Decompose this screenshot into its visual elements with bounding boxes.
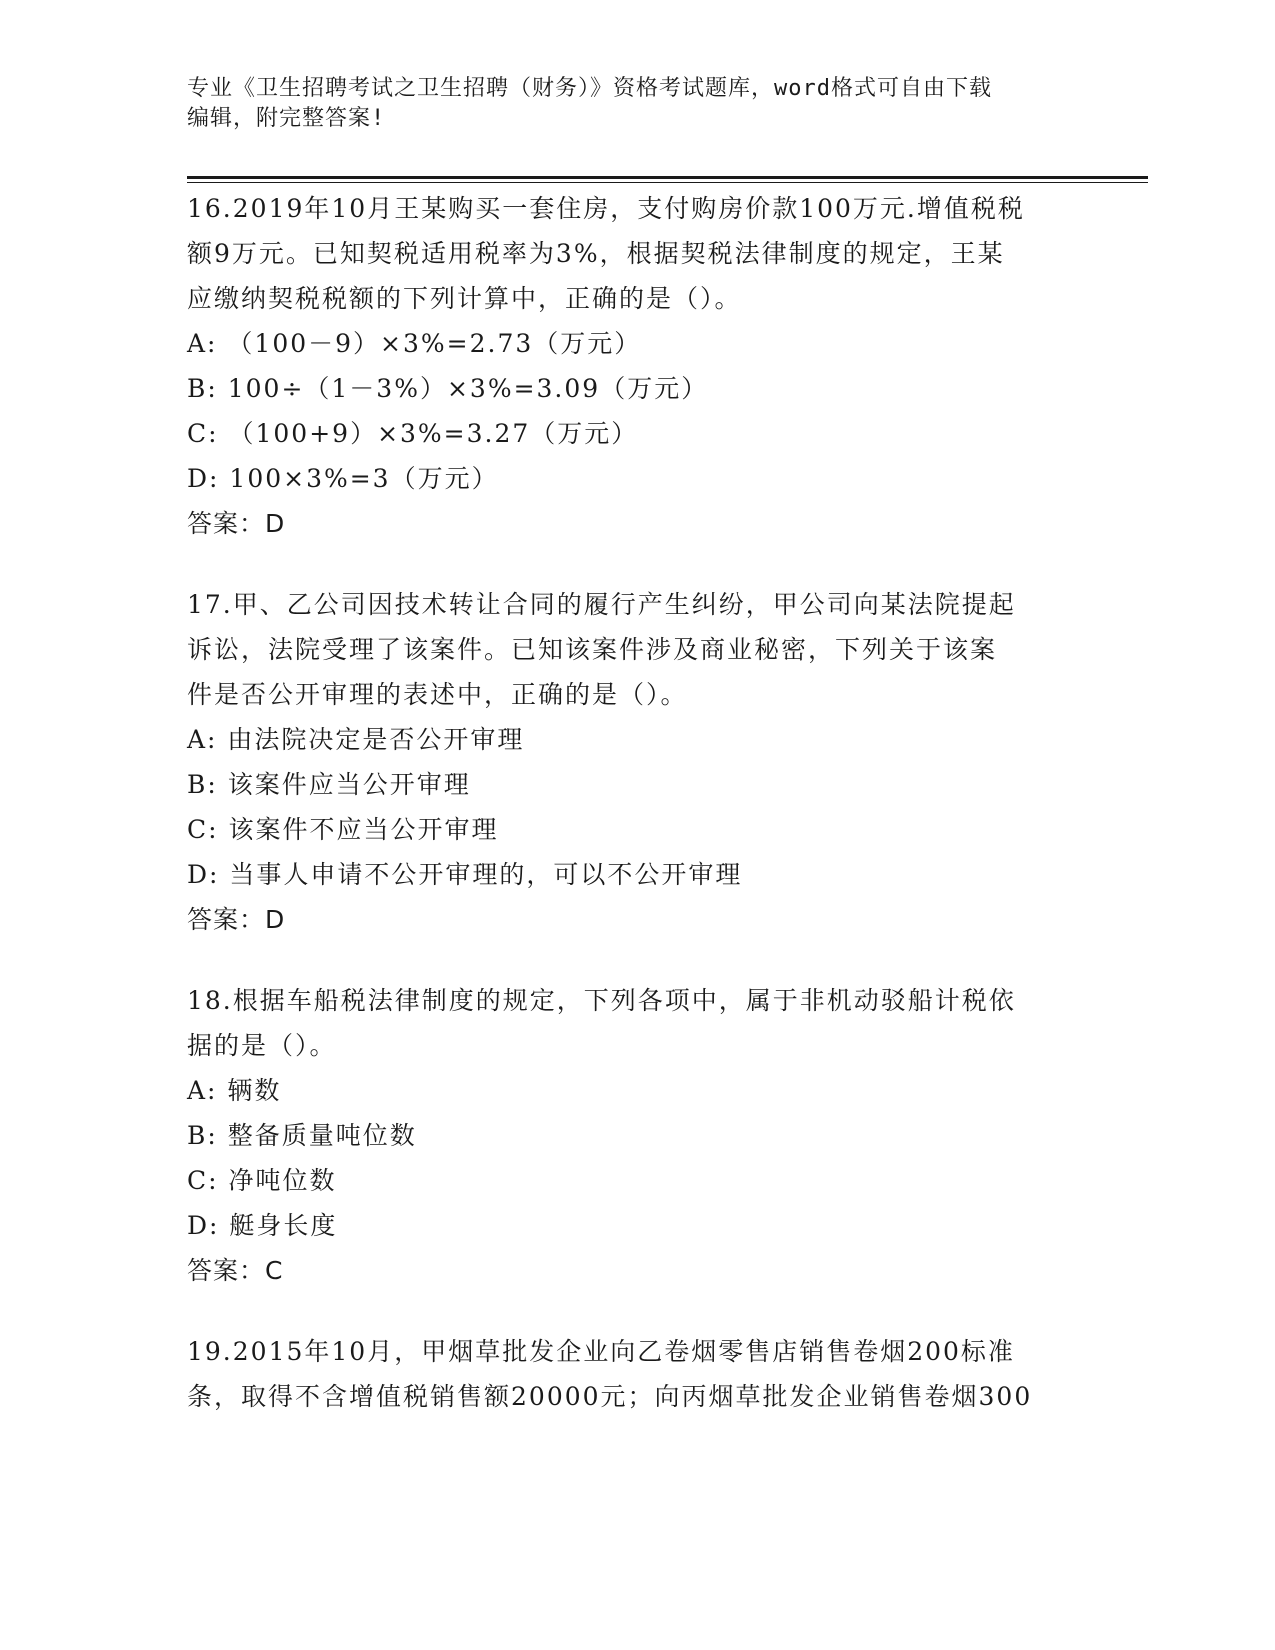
question-stem-line: 17.甲、乙公司因技术转让合同的履行产生纠纷，甲公司向某法院提起 bbox=[187, 590, 1016, 619]
option-c: C: （100+9）×3%=3.27（万元） bbox=[187, 419, 639, 448]
question-stem-line: 据的是（）。 bbox=[187, 1031, 337, 1060]
option-b: B: 该案件应当公开审理 bbox=[187, 770, 471, 799]
option-c: C: 该案件不应当公开审理 bbox=[187, 815, 499, 844]
question-17 bbox=[187, 582, 1087, 942]
question-stem-line: 19.2015年10月，甲烟草批发企业向乙卷烟零售店销售卷烟200标准 bbox=[187, 1337, 1015, 1366]
option-c: C: 净吨位数 bbox=[187, 1166, 337, 1195]
question-stem-line: 诉讼，法院受理了该案件。已知该案件涉及商业秘密，下列关于该案 bbox=[187, 635, 998, 664]
option-a: A: 辆数 bbox=[187, 1076, 282, 1105]
answer-line: 答案：D bbox=[187, 905, 286, 934]
answer-line: 答案：C bbox=[187, 1256, 284, 1285]
header-line: 专业《卫生招聘考试之卫生招聘（财务）》资格考试题库，word格式可自由下载 bbox=[187, 76, 992, 101]
option-a: A: 由法院决定是否公开审理 bbox=[187, 725, 525, 754]
question-18 bbox=[187, 978, 1087, 1293]
question-19 bbox=[187, 1329, 1087, 1419]
option-d: D: 当事人申请不公开审理的，可以不公开审理 bbox=[187, 860, 743, 889]
question-16 bbox=[187, 186, 1087, 546]
header-divider-thick bbox=[187, 176, 1148, 179]
option-b: B: 整备质量吨位数 bbox=[187, 1121, 417, 1150]
question-stem-line: 16.2019年10月王某购买一套住房，支付购房价款100万元.增值税税 bbox=[187, 194, 1025, 223]
option-d: D: 艇身长度 bbox=[187, 1211, 338, 1240]
header-line: 编辑，附完整答案! bbox=[187, 106, 386, 131]
option-a: A: （100－9）×3%=2.73（万元） bbox=[187, 329, 642, 358]
question-stem-line: 件是否公开审理的表述中，正确的是（）。 bbox=[187, 680, 688, 709]
question-list bbox=[187, 186, 1087, 1455]
question-stem-line: 额9万元。已知契税适用税率为3%，根据契税法律制度的规定，王某 bbox=[187, 239, 1005, 268]
question-stem-line: 应缴纳契税税额的下列计算中，正确的是（）。 bbox=[187, 284, 742, 313]
header-divider-thin bbox=[187, 182, 1148, 183]
question-stem-line: 条，取得不含增值税销售额20000元；向丙烟草批发企业销售卷烟300 bbox=[187, 1382, 1033, 1411]
option-b: B: 100÷（1－3%）×3%=3.09（万元） bbox=[187, 374, 709, 403]
answer-line: 答案：D bbox=[187, 509, 286, 538]
question-stem-line: 18.根据车船税法律制度的规定，下列各项中，属于非机动驳船计税依 bbox=[187, 986, 1016, 1015]
option-d: D: 100×3%=3（万元） bbox=[187, 464, 499, 493]
document-header bbox=[187, 74, 1087, 134]
